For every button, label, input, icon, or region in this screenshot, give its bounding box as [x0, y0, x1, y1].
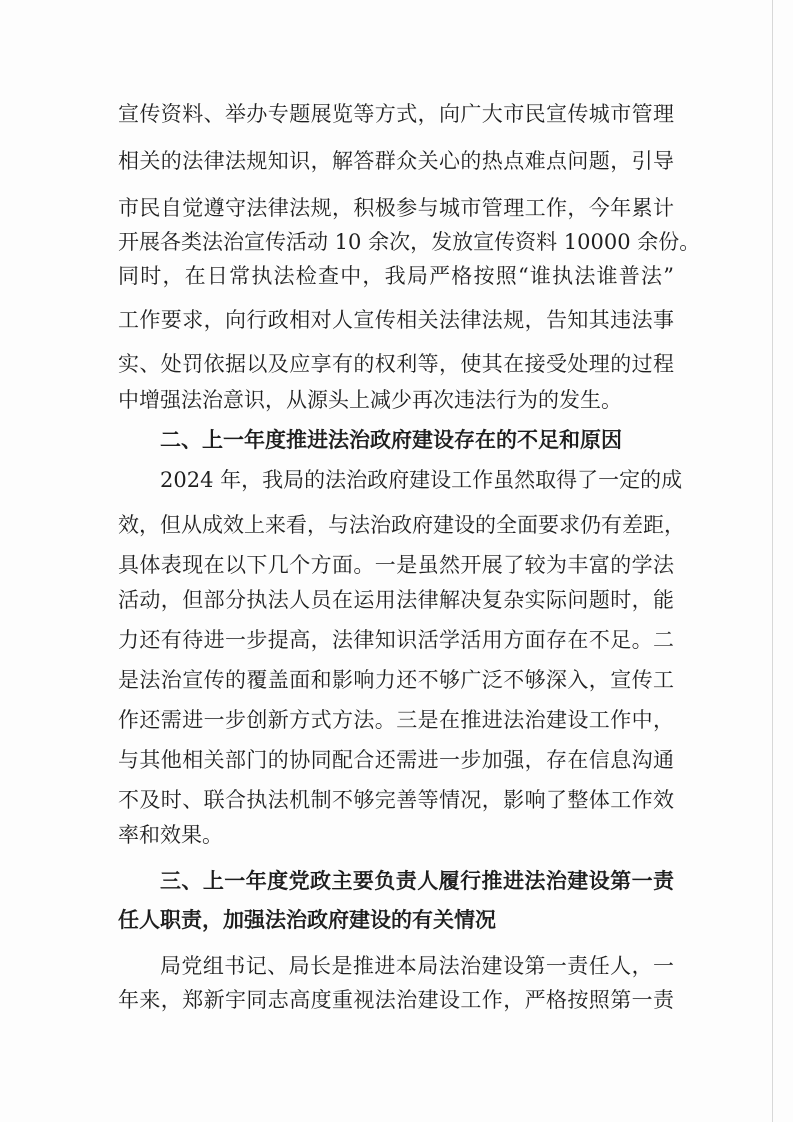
- body-line-5: 同时，在日常执法检查中，我局严格按照“谁执法谁普法”: [118, 264, 674, 288]
- body-line-18: 率和效果。: [118, 823, 223, 847]
- body-line-13: 力还有待进一步提高，法律知识活学活用方面存在不足。二: [118, 628, 674, 652]
- section-heading-2: 二、上一年度推进法治政府建设存在的不足和原因: [160, 427, 622, 452]
- section-heading-3-line-1: 三、上一年度党政主要负责人履行推进法治建设第一责: [160, 868, 674, 893]
- body-line-12: 活动，但部分执法人员在运用法律解决复杂实际问题时，能: [118, 588, 674, 612]
- body-line-3: 市民自觉遵守法律法规，积极参与城市管理工作，今年累计: [118, 196, 674, 220]
- body-line-8: 中增强法治意识，从源头上减少再次违法行为的发生。: [118, 388, 622, 412]
- body-line-4: 开展各类法治宣传活动 10 余次，发放宣传资料 10000 余份。: [118, 230, 701, 254]
- body-line-6: 工作要求，向行政相对人宣传相关法律法规，告知其违法事: [118, 308, 674, 332]
- body-line-7: 实、处罚依据以及应享有的权利等，使其在接受处理的过程: [118, 352, 674, 376]
- body-line-2: 相关的法律法规知识，解答群众关心的热点难点问题，引导: [118, 149, 674, 173]
- body-line-19: 局党组书记、局长是推进本局法治建设第一责任人，一: [160, 954, 674, 978]
- body-line-16: 与其他相关部门的协同配合还需进一步加强，存在信息沟通: [118, 748, 674, 772]
- body-line-20: 年来，郑新宇同志高度重视法治建设工作，严格按照第一责: [118, 988, 674, 1012]
- body-line-17: 不及时、联合执法机制不够完善等情况，影响了整体工作效: [118, 788, 674, 812]
- body-line-9: 2024 年，我局的法治政府建设工作虽然取得了一定的成: [160, 468, 683, 492]
- body-line-14: 是法治宣传的覆盖面和影响力还不够广泛不够深入，宣传工: [118, 668, 674, 692]
- section-heading-3-line-2: 任人职责，加强法治政府建设的有关情况: [118, 907, 496, 932]
- body-line-15: 作还需进一步创新方式方法。三是在推进法治建设工作中，: [118, 708, 674, 732]
- body-line-11: 具体表现在以下几个方面。一是虽然开展了较为丰富的学法: [118, 553, 674, 577]
- body-line-10: 效，但从成效上来看，与法治政府建设的全面要求仍有差距，: [118, 513, 685, 537]
- body-line-1: 宣传资料、举办专题展览等方式，向广大市民宣传城市管理: [118, 102, 674, 126]
